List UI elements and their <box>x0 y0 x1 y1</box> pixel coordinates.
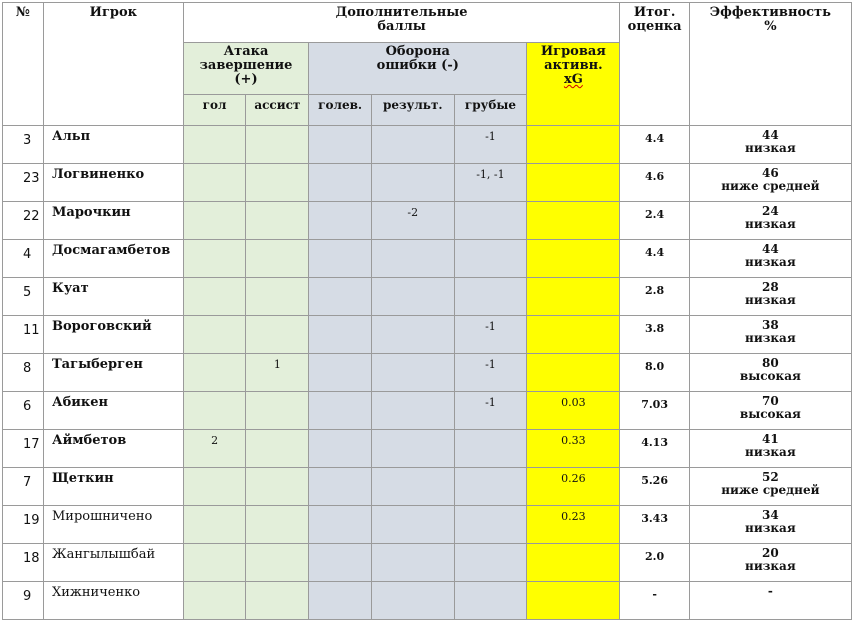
efficiency-level: ниже средней <box>721 483 820 497</box>
table-row <box>3 202 852 240</box>
xg-cell <box>527 278 620 316</box>
assist-cell <box>246 202 309 240</box>
table-row <box>3 316 852 354</box>
table-body <box>3 126 852 620</box>
table-row <box>3 278 852 316</box>
row-number: 5 <box>3 278 44 316</box>
efficiency-percent: 46 <box>762 166 779 180</box>
total-score: 8.0 <box>620 354 689 392</box>
xg-cell <box>527 354 620 392</box>
assist-cell <box>246 278 309 316</box>
total-score: 5.26 <box>620 468 689 506</box>
xg-cell <box>527 316 620 354</box>
result-error-cell <box>371 544 454 582</box>
goal-cell <box>183 240 246 278</box>
header-player: Игрок <box>44 3 184 126</box>
assist-cell <box>246 582 309 620</box>
efficiency-cell <box>689 468 851 506</box>
header-activity-line2: активн. <box>544 58 603 73</box>
rough-error-cell: -1 <box>454 354 527 392</box>
player-name: Абикен <box>44 392 184 430</box>
total-score: - <box>620 582 689 620</box>
efficiency-percent: 34 <box>762 508 779 522</box>
efficiency-percent: 28 <box>762 280 779 294</box>
goal-cell <box>183 278 246 316</box>
header-goalkeeper: голев. <box>309 95 372 126</box>
row-number: 6 <box>3 392 44 430</box>
goal-cell <box>183 392 246 430</box>
player-name: Марочкин <box>44 202 184 240</box>
header-extra-points: Дополнительные баллы <box>183 3 620 43</box>
total-score: 2.0 <box>620 544 689 582</box>
xg-cell <box>527 240 620 278</box>
header-result: результ. <box>371 95 454 126</box>
efficiency-cell <box>689 164 851 202</box>
header-assist: ассист <box>246 95 309 126</box>
assist-cell <box>246 240 309 278</box>
efficiency-level: низкая <box>745 521 796 535</box>
assist-cell <box>246 468 309 506</box>
player-name: Вороговский <box>44 316 184 354</box>
header-activity-xg-label: xG <box>563 72 583 87</box>
table-row <box>3 392 852 430</box>
assist-cell <box>246 430 309 468</box>
player-name: Мирошничено <box>44 506 184 544</box>
efficiency-percent: 38 <box>762 318 779 332</box>
row-number: 9 <box>3 582 44 620</box>
goal-cell: 2 <box>183 430 246 468</box>
rough-error-cell <box>454 468 527 506</box>
header-goal: гол <box>183 95 246 126</box>
row-number: 8 <box>3 354 44 392</box>
efficiency-cell <box>689 430 851 468</box>
table-row <box>3 582 852 620</box>
efficiency-cell <box>689 202 851 240</box>
efficiency-level: низкая <box>745 331 796 345</box>
rough-error-cell <box>454 240 527 278</box>
assist-cell <box>246 164 309 202</box>
xg-cell: 0.33 <box>527 430 620 468</box>
rough-error-cell <box>454 430 527 468</box>
xg-cell: 0.26 <box>527 468 620 506</box>
xg-cell: 0.03 <box>527 392 620 430</box>
table-row <box>3 544 852 582</box>
efficiency-percent: 44 <box>762 128 779 142</box>
header-defense: Оборона ошибки (-) <box>309 43 527 95</box>
assist-cell <box>246 544 309 582</box>
efficiency-percent: 70 <box>762 394 779 408</box>
efficiency-cell <box>689 278 851 316</box>
rough-error-cell: -1 <box>454 392 527 430</box>
goalkeeper-error-cell <box>309 240 372 278</box>
result-error-cell <box>371 240 454 278</box>
assist-cell <box>246 126 309 164</box>
goalkeeper-error-cell <box>309 430 372 468</box>
rough-error-cell <box>454 582 527 620</box>
rough-error-cell <box>454 544 527 582</box>
efficiency-percent: 24 <box>762 204 779 218</box>
header-attack: Атака завершение (+) <box>183 43 309 95</box>
efficiency-level: низкая <box>745 141 796 155</box>
row-number: 23 <box>3 164 44 202</box>
table-row <box>3 354 852 392</box>
efficiency-level: низкая <box>745 255 796 269</box>
row-number: 3 <box>3 126 44 164</box>
goalkeeper-error-cell <box>309 392 372 430</box>
assist-cell: 1 <box>246 354 309 392</box>
xg-cell <box>527 164 620 202</box>
efficiency-cell <box>689 316 851 354</box>
efficiency-cell <box>689 544 851 582</box>
assist-cell <box>246 316 309 354</box>
row-number: 11 <box>3 316 44 354</box>
goalkeeper-error-cell <box>309 126 372 164</box>
total-score: 3.8 <box>620 316 689 354</box>
player-name: Альп <box>44 126 184 164</box>
efficiency-percent: 20 <box>762 546 779 560</box>
efficiency-cell <box>689 582 851 620</box>
xg-cell: 0.23 <box>527 506 620 544</box>
result-error-cell <box>371 392 454 430</box>
rough-error-cell <box>454 278 527 316</box>
goal-cell <box>183 544 246 582</box>
xg-cell <box>527 582 620 620</box>
header-rough: грубые <box>454 95 527 126</box>
goal-cell <box>183 582 246 620</box>
table-row <box>3 164 852 202</box>
total-score: 4.4 <box>620 240 689 278</box>
header-number: № <box>3 3 44 126</box>
row-number: 17 <box>3 430 44 468</box>
player-name: Щеткин <box>44 468 184 506</box>
table-row <box>3 430 852 468</box>
xg-cell <box>527 544 620 582</box>
player-name: Куат <box>44 278 184 316</box>
goal-cell <box>183 202 246 240</box>
goalkeeper-error-cell <box>309 582 372 620</box>
efficiency-cell <box>689 240 851 278</box>
row-number: 4 <box>3 240 44 278</box>
result-error-cell <box>371 430 454 468</box>
goal-cell <box>183 354 246 392</box>
result-error-cell <box>371 354 454 392</box>
efficiency-level: высокая <box>739 407 801 421</box>
total-score: 2.8 <box>620 278 689 316</box>
result-error-cell <box>371 316 454 354</box>
result-error-cell <box>371 582 454 620</box>
goalkeeper-error-cell <box>309 544 372 582</box>
efficiency-percent: - <box>767 584 773 598</box>
goal-cell <box>183 316 246 354</box>
efficiency-cell <box>689 354 851 392</box>
player-name: Досмагамбетов <box>44 240 184 278</box>
result-error-cell: -2 <box>371 202 454 240</box>
efficiency-level: низкая <box>745 559 796 573</box>
rough-error-cell <box>454 202 527 240</box>
assist-cell <box>246 392 309 430</box>
header-activity-line1: Игровая <box>540 44 606 59</box>
rough-error-cell: -1 <box>454 316 527 354</box>
efficiency-cell <box>689 126 851 164</box>
efficiency-level: высокая <box>739 369 801 383</box>
player-ratings-table <box>2 2 852 620</box>
rough-error-cell: -1, -1 <box>454 164 527 202</box>
goalkeeper-error-cell <box>309 164 372 202</box>
result-error-cell <box>371 164 454 202</box>
xg-cell <box>527 126 620 164</box>
total-score: 2.4 <box>620 202 689 240</box>
efficiency-level: ниже средней <box>721 179 820 193</box>
efficiency-percent: 52 <box>762 470 779 484</box>
efficiency-percent: 41 <box>762 432 779 446</box>
efficiency-level: низкая <box>745 217 796 231</box>
result-error-cell <box>371 468 454 506</box>
total-score: 7.03 <box>620 392 689 430</box>
efficiency-percent: 44 <box>762 242 779 256</box>
goal-cell <box>183 468 246 506</box>
table-row <box>3 126 852 164</box>
header-activity-xg <box>527 43 620 126</box>
row-number: 19 <box>3 506 44 544</box>
player-name: Аймбетов <box>44 430 184 468</box>
total-score: 4.13 <box>620 430 689 468</box>
goalkeeper-error-cell <box>309 354 372 392</box>
total-score: 3.43 <box>620 506 689 544</box>
goal-cell <box>183 164 246 202</box>
player-name: Логвиненко <box>44 164 184 202</box>
table-row <box>3 468 852 506</box>
goalkeeper-error-cell <box>309 316 372 354</box>
total-score: 4.6 <box>620 164 689 202</box>
player-name: Хижниченко <box>44 582 184 620</box>
goalkeeper-error-cell <box>309 202 372 240</box>
player-name: Тагыберген <box>44 354 184 392</box>
header-total: Итог. оценка <box>620 3 689 126</box>
goalkeeper-error-cell <box>309 278 372 316</box>
table-row <box>3 240 852 278</box>
header-efficiency: Эффективность % <box>689 3 851 126</box>
result-error-cell <box>371 126 454 164</box>
rough-error-cell: -1 <box>454 126 527 164</box>
efficiency-percent: 80 <box>762 356 779 370</box>
row-number: 18 <box>3 544 44 582</box>
row-number: 7 <box>3 468 44 506</box>
result-error-cell <box>371 278 454 316</box>
goalkeeper-error-cell <box>309 468 372 506</box>
total-score: 4.4 <box>620 126 689 164</box>
player-name: Жангылышбай <box>44 544 184 582</box>
efficiency-level: низкая <box>745 293 796 307</box>
efficiency-cell <box>689 392 851 430</box>
row-number: 22 <box>3 202 44 240</box>
efficiency-level: низкая <box>745 445 796 459</box>
xg-cell <box>527 202 620 240</box>
goal-cell <box>183 126 246 164</box>
